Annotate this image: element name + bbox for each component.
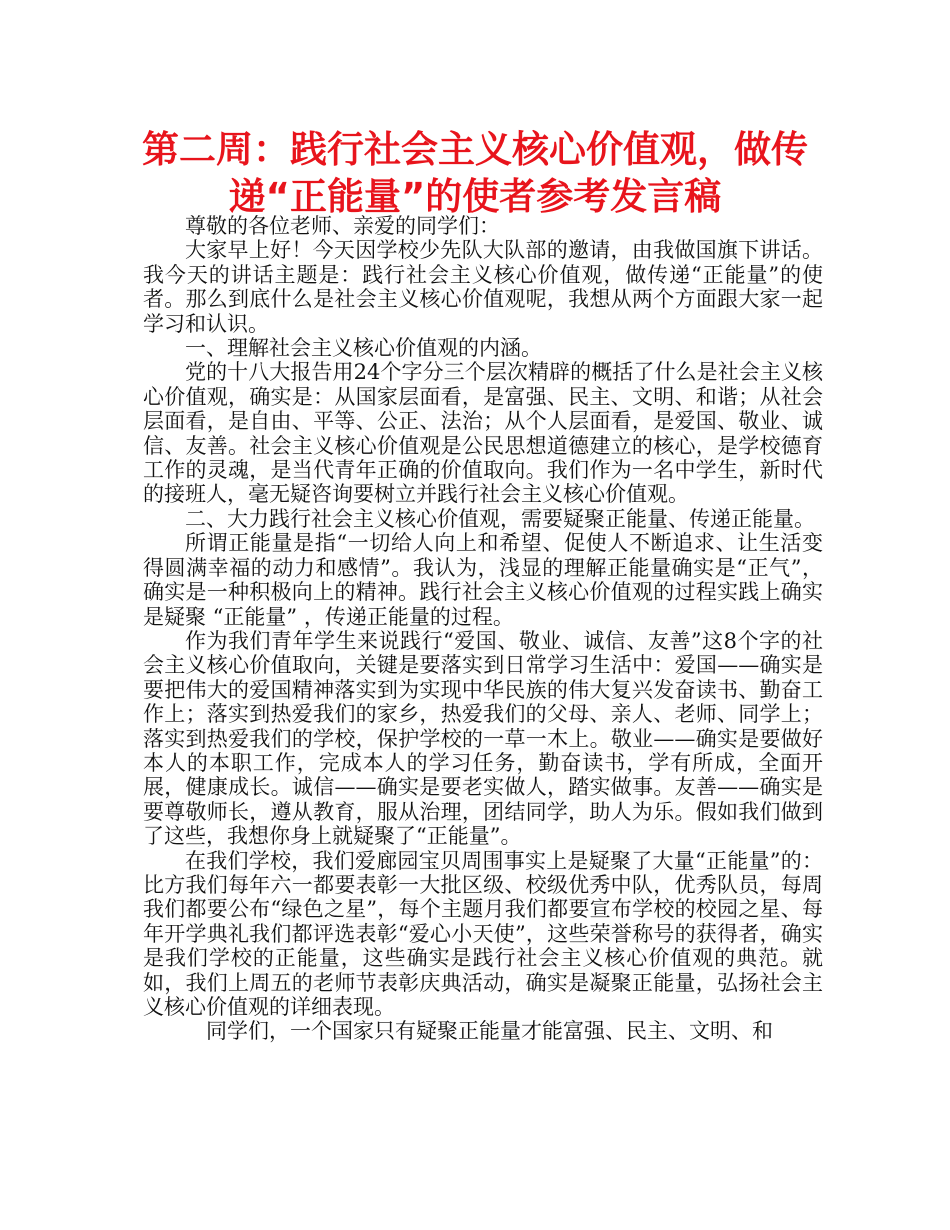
document-body	[143, 214, 823, 1044]
paragraph: 所谓正能量是指“一切给人向上和希望、促使人不断追求、让生活变得圆满幸福的动力和感情”。我认为，浅显的理解正能量确实是“正气”，确实是一种积极向上的精神。践行社会主义核心价值观的过程实践上确实是疑聚 “正能量” ，传递正能量的过程。	[143, 531, 823, 629]
paragraph: 党的十八大报告用24个字分三个层次精辟的概括了什么是社会主义核心价值观，确实是：从国家层面看，是富强、民主、文明、和谐；从社会层面看，是自由、平等、公正、法治；从个人层面看，是爱国、敬业、诚信、友善。社会主义核心价值观是公民思想道德建立的核心，是学校德育工作的灵魂，是当代青年正确的价值取向。我们作为一名中学生，新时代的接班人，毫无疑咨询要树立并践行社会主义核心价值观。	[143, 360, 823, 507]
paragraph-closing: 同学们，一个国家只有疑聚正能量才能富强、民主、文明、和	[206, 1019, 773, 1044]
document-title	[100, 126, 850, 220]
paragraph: 作为我们青年学生来说践行“爱国、敬业、诚信、友善”这8个字的社会主义核心价值取向，关键是要落实到日常学习生活中：爱国——确实是要把伟大的爱国精神落实到为实现中华民族的伟大复兴发奋读书、勤奋工作上；落实到热爱我们的家乡，热爱我们的父母、亲人、老师、同学上；落实到热爱我们的学校，保护学校的一草一木上。敬业——确实是要做好本人的本职工作，完成本人的学习任务，勤奋读书，学有所成，全面开展，健康成长。诚信——确实是要老实做人，踏实做事。友善——确实是要尊敬师长，遵从教育，服从治理，团结同学，助人为乐。假如我们做到了这些，我想你身上就疑聚了“正能量”。	[143, 628, 823, 849]
salutation: 尊敬的各位老师、亲爱的同学们：	[185, 214, 500, 238]
section-heading-1: 一、理解社会主义核心价值观的内涵。	[185, 336, 542, 361]
section-heading-2: 二、大力践行社会主义核心价值观，需要疑聚正能量、传递正能量。	[185, 506, 815, 531]
title-line-1: 第二周：践行社会主义核心价值观，做传	[142, 128, 808, 171]
paragraph-intro: 大家早上好！今天因学校少先队大队部的邀请，由我做国旗下讲话。我今天的讲话主题是：践行社会主义核心价值观，做传递“正能量”的使者。那么到底什么是社会主义核心价值观呢，我想从两个方面跟大家一起学习和认识。	[143, 238, 823, 336]
title-line-2: 递“正能量”的使者参考发言稿	[228, 175, 722, 218]
paragraph: 在我们学校，我们爱廊园宝贝周围事实上是疑聚了大量“正能量”的：比方我们每年六一都要表彰一大批区级、校级优秀中队，优秀队员，每周我们都要公布“绿色之星”，每个主题月我们都要宣布学校的校园之星、每年开学典礼我们都评选表彰“爱心小天使”，这些荣誉称号的获得者，确实是我们学校的正能量，这些确实是践行社会主义核心价值观的典范。就如，我们上周五的老师节表彰庆典活动，确实是凝聚正能量，弘扬社会主义核心价值观的详细表现。	[143, 848, 823, 1019]
